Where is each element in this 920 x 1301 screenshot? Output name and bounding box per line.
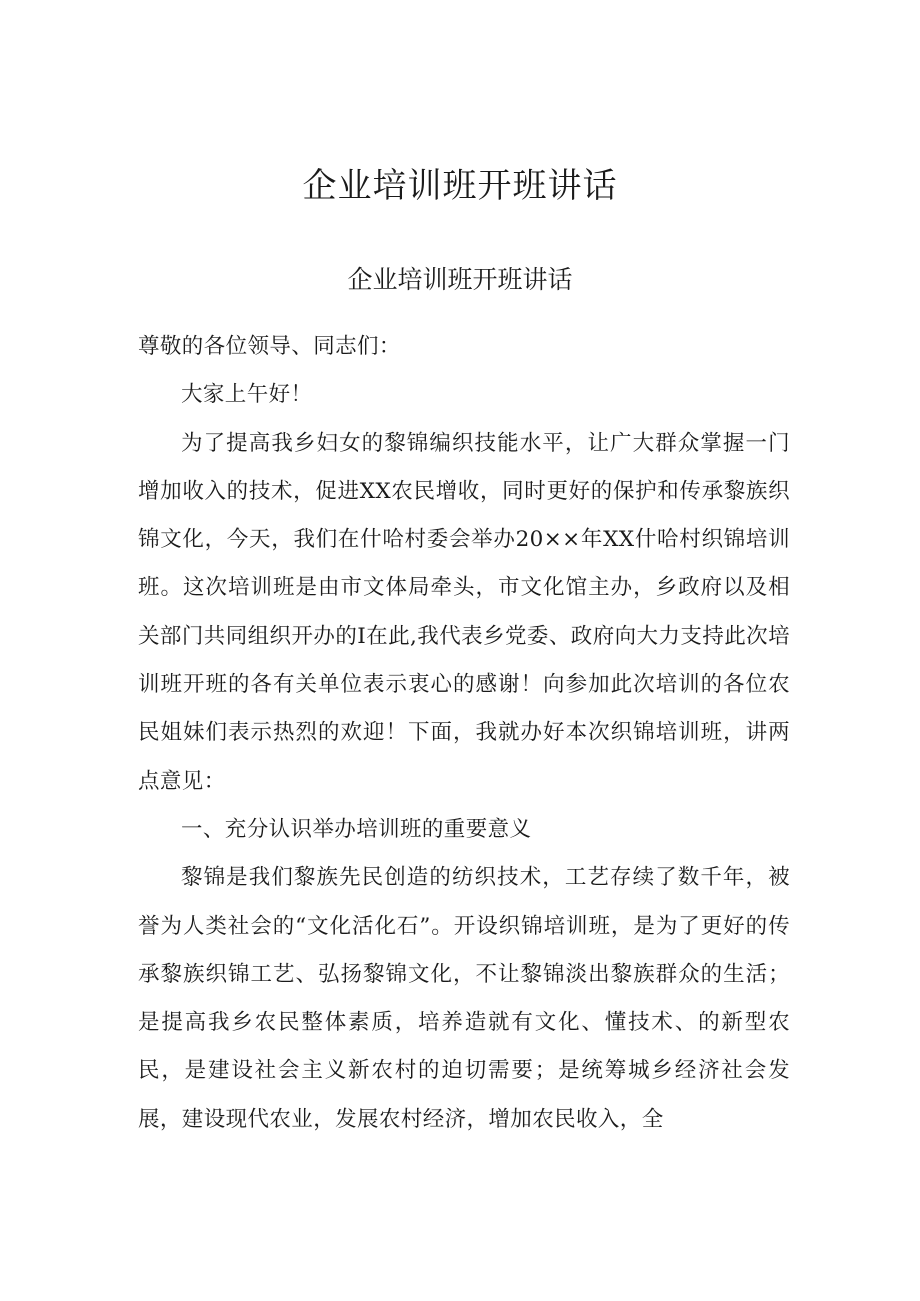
section-paragraph: 黎锦是我们黎族先民创造的纺织技术，工艺存续了数千年，被誉为人类社会的“文化活化石”。开设织锦培训班，是为了更好的传承黎族织锦工艺、弘扬黎锦文化，不让黎锦淡出黎族群众的生活；是提高我乡农民整体素质，培养造就有文化、懂技术、的新型农民，是建设社会主义新农村的迫切需要；是统筹城乡经济社会发展，建设现代农业，发展农村经济，增加农民收入，全	[138, 865, 790, 1132]
document-body	[138, 323, 790, 1144]
document-title: 企业培训班开班讲话	[302, 166, 618, 206]
intro-paragraph: 为了提高我乡妇女的黎锦编织技能水平，让广大群众掌握一门增加收入的技术，促进XX农民增收，同时更好的保护和传承黎族织锦文化，今天，我们在什哈村委会举办20××年XX什哈村织锦培训班。这次培训班是由市文体局牵头，市文化馆主办，乡政府以及相关部门共同组织开办的I在此,我代表乡党委、政府向大力支持此次培训班开班的各有关单位表示衷心的感谢！向参加此次培训的各位农民姐妹们表示热烈的欢迎！下面，我就办好本次织锦培训班，讲两点意见：	[138, 430, 790, 794]
salutation-paragraph: 尊敬的各位领导、同志们：	[138, 334, 401, 359]
document-subtitle: 企业培训班开班讲话	[347, 265, 573, 294]
greeting-paragraph: 大家上午好！	[181, 382, 313, 408]
section-heading: 一、充分认识举办培训班的重要意义	[181, 816, 532, 842]
